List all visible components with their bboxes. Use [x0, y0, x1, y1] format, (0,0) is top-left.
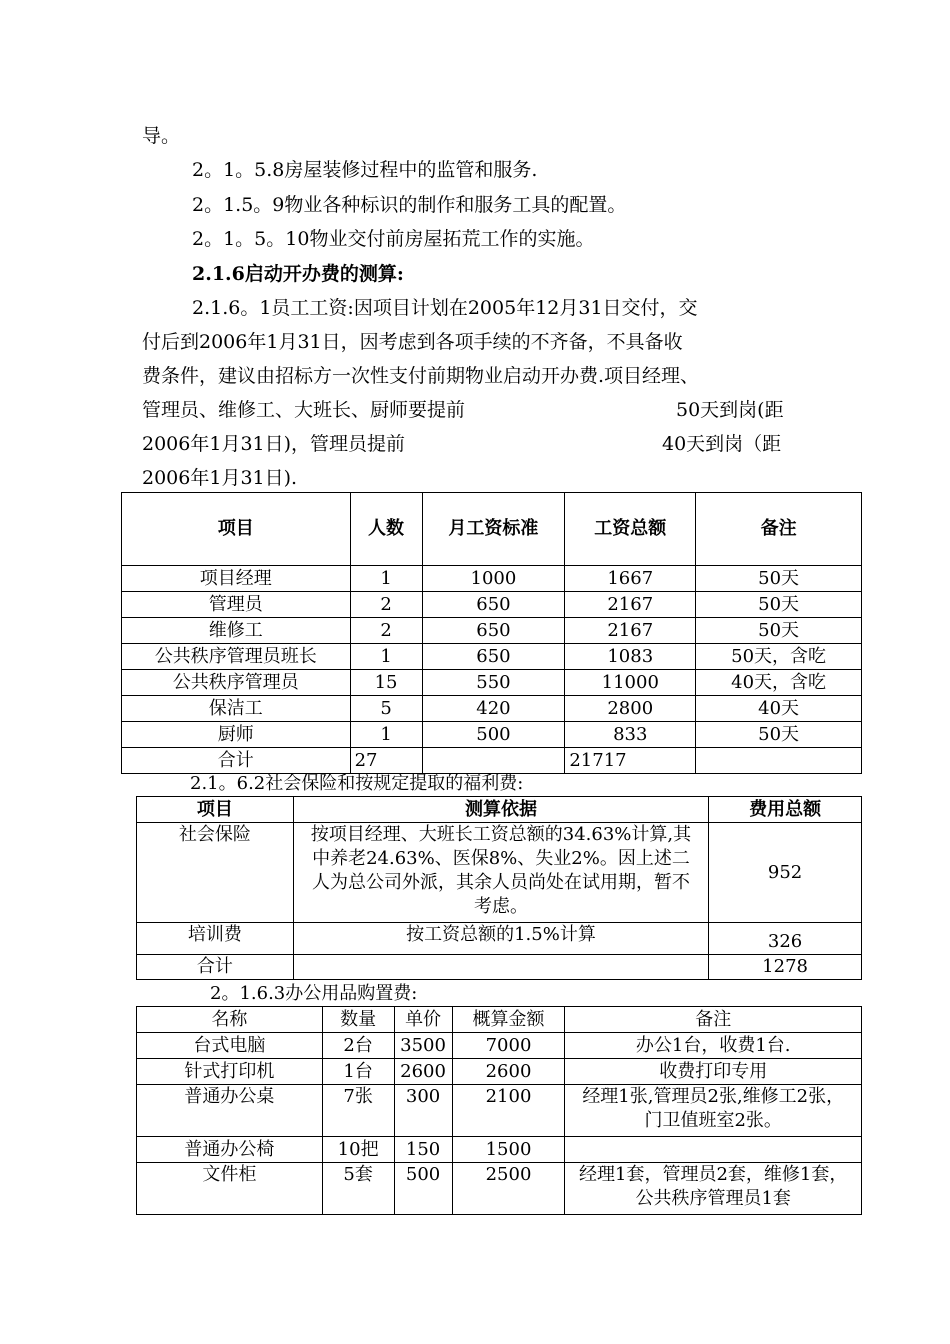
para-line: 2。1。5。10物业交付前房屋拓荒工作的实施。 — [192, 228, 595, 250]
cell: 针式打印机 — [137, 1059, 323, 1085]
cell: 5 — [350, 696, 422, 722]
para-line: 2006年1月31日)，管理员提前 — [142, 433, 406, 455]
cell: 21717 — [565, 748, 696, 774]
cell: 500 — [422, 722, 565, 748]
cell: 经理1张,管理员2张,维修工2张，门卫值班室2张。 — [565, 1085, 862, 1137]
cell: 经理1套，管理员2套，维修1套，公共秩序管理员1套 — [565, 1163, 862, 1215]
cell: 50天 — [696, 618, 862, 644]
cell: 40天，含吃 — [696, 670, 862, 696]
cell — [565, 1137, 862, 1163]
cell: 1 — [350, 722, 422, 748]
cell: 1台 — [322, 1059, 394, 1085]
cell: 2100 — [452, 1085, 565, 1137]
cell: 保洁工 — [122, 696, 351, 722]
cell: 1667 — [565, 566, 696, 592]
para-line: 2.1.6。1员工工资:因项目计划在2005年12月31日交付，交 — [192, 297, 698, 319]
cell: 1 — [350, 566, 422, 592]
cell: 50天 — [696, 592, 862, 618]
cell: 1000 — [422, 566, 565, 592]
office-caption: 2。1.6.3办公用品购置费: — [210, 983, 418, 1004]
cell: 7张 — [322, 1085, 394, 1137]
cell: 公共秩序管理员班长 — [122, 644, 351, 670]
cell: 2台 — [322, 1033, 394, 1059]
table-row — [122, 644, 862, 670]
cell: 833 — [565, 722, 696, 748]
header-cell: 工资总额 — [565, 493, 696, 566]
cell: 50天 — [696, 722, 862, 748]
header-cell: 备注 — [565, 1007, 862, 1033]
para-line: 2。1。5.8房屋装修过程中的监管和服务. — [192, 159, 538, 181]
header-cell: 备注 — [696, 493, 862, 566]
header-cell: 单价 — [394, 1007, 452, 1033]
cell: 10把 — [322, 1137, 394, 1163]
cell: 2800 — [565, 696, 696, 722]
table-row — [122, 670, 862, 696]
table-row — [137, 1137, 862, 1163]
cell: 2 — [350, 592, 422, 618]
insurance-table — [136, 796, 862, 980]
cell: 普通办公椅 — [137, 1137, 323, 1163]
cell: 1500 — [452, 1137, 565, 1163]
para-line: 管理员、维修工、大班长、厨师要提前 — [142, 399, 466, 421]
table-row — [122, 696, 862, 722]
table-row — [137, 1059, 862, 1085]
cell: 管理员 — [122, 592, 351, 618]
header-cell: 测算依据 — [293, 797, 708, 823]
cell: 厨师 — [122, 722, 351, 748]
section-heading: 2.1.6启动开办费的测算: — [192, 263, 404, 285]
table-row — [122, 566, 862, 592]
cell — [696, 748, 862, 774]
cell: 合计 — [137, 955, 294, 980]
cell: 台式电脑 — [137, 1033, 323, 1059]
cell: 40天 — [696, 696, 862, 722]
header-cell: 项目 — [122, 493, 351, 566]
para-line: 40天到岗（距 — [662, 433, 782, 455]
table-row — [122, 748, 862, 774]
cell: 15 — [350, 670, 422, 696]
cell: 326 — [709, 923, 862, 955]
cell: 文件柜 — [137, 1163, 323, 1215]
cell: 办公1台，收费1台. — [565, 1033, 862, 1059]
cell: 300 — [394, 1085, 452, 1137]
header-cell: 数量 — [322, 1007, 394, 1033]
office-table — [136, 1006, 862, 1215]
header-cell: 项目 — [137, 797, 294, 823]
cell: 420 — [422, 696, 565, 722]
cell: 按工资总额的1.5%计算 — [293, 923, 708, 955]
table-row — [122, 618, 862, 644]
cell: 11000 — [565, 670, 696, 696]
cell: 普通办公桌 — [137, 1085, 323, 1137]
cell: 社会保险 — [137, 823, 294, 923]
header-cell: 费用总额 — [709, 797, 862, 823]
header-cell: 名称 — [137, 1007, 323, 1033]
cell — [422, 748, 565, 774]
para-line: 付后到2006年1月31日，因考虑到各项手续的不齐备，不具备收 — [142, 331, 683, 353]
cell: 650 — [422, 592, 565, 618]
cell: 2600 — [452, 1059, 565, 1085]
cell: 5套 — [322, 1163, 394, 1215]
cell: 1083 — [565, 644, 696, 670]
cell: 3500 — [394, 1033, 452, 1059]
cell: 1278 — [709, 955, 862, 980]
cell: 2500 — [452, 1163, 565, 1215]
cell: 650 — [422, 618, 565, 644]
table-header-row — [137, 797, 862, 823]
cell: 150 — [394, 1137, 452, 1163]
table-row — [137, 1085, 862, 1137]
table-header-row — [137, 1007, 862, 1033]
insurance-caption: 2.1。6.2社会保险和按规定提取的福利费: — [190, 773, 524, 794]
cell: 1 — [350, 644, 422, 670]
cell: 培训费 — [137, 923, 294, 955]
table-row — [137, 1163, 862, 1215]
cell: 收费打印专用 — [565, 1059, 862, 1085]
header-cell: 人数 — [350, 493, 422, 566]
cell — [293, 955, 708, 980]
para-line: 50天到岗(距 — [676, 399, 784, 421]
cell: 952 — [709, 823, 862, 923]
table-row — [122, 722, 862, 748]
table-row — [137, 1033, 862, 1059]
para-line: 2006年1月31日). — [142, 467, 298, 489]
cell: 50天 — [696, 566, 862, 592]
header-cell: 月工资标准 — [422, 493, 565, 566]
table-header-row — [122, 493, 862, 566]
table-row — [137, 955, 862, 980]
para-line: 2。1.5。9物业各种标识的制作和服务工具的配置。 — [192, 194, 627, 216]
header-cell: 概算金额 — [452, 1007, 565, 1033]
para-line: 导。 — [142, 125, 181, 147]
cell: 按项目经理、大班长工资总额的34.63%计算,其中养老24.63%、医保8%、失业2%。因上述二人为总公司外派，其余人员尚处在试用期，暂不考虑。 — [293, 823, 708, 923]
salary-table — [121, 492, 862, 774]
cell: 公共秩序管理员 — [122, 670, 351, 696]
cell: 7000 — [452, 1033, 565, 1059]
table-row — [137, 823, 862, 923]
para-line: 费条件，建议由招标方一次性支付前期物业启动开办费.项目经理、 — [142, 365, 700, 387]
cell: 500 — [394, 1163, 452, 1215]
cell: 2 — [350, 618, 422, 644]
table-row — [122, 592, 862, 618]
cell: 2167 — [565, 618, 696, 644]
cell: 2167 — [565, 592, 696, 618]
cell: 维修工 — [122, 618, 351, 644]
table-row — [137, 923, 862, 955]
cell: 27 — [350, 748, 422, 774]
cell: 650 — [422, 644, 565, 670]
cell: 项目经理 — [122, 566, 351, 592]
cell: 50天，含吃 — [696, 644, 862, 670]
cell: 550 — [422, 670, 565, 696]
cell: 2600 — [394, 1059, 452, 1085]
cell: 合计 — [122, 748, 351, 774]
